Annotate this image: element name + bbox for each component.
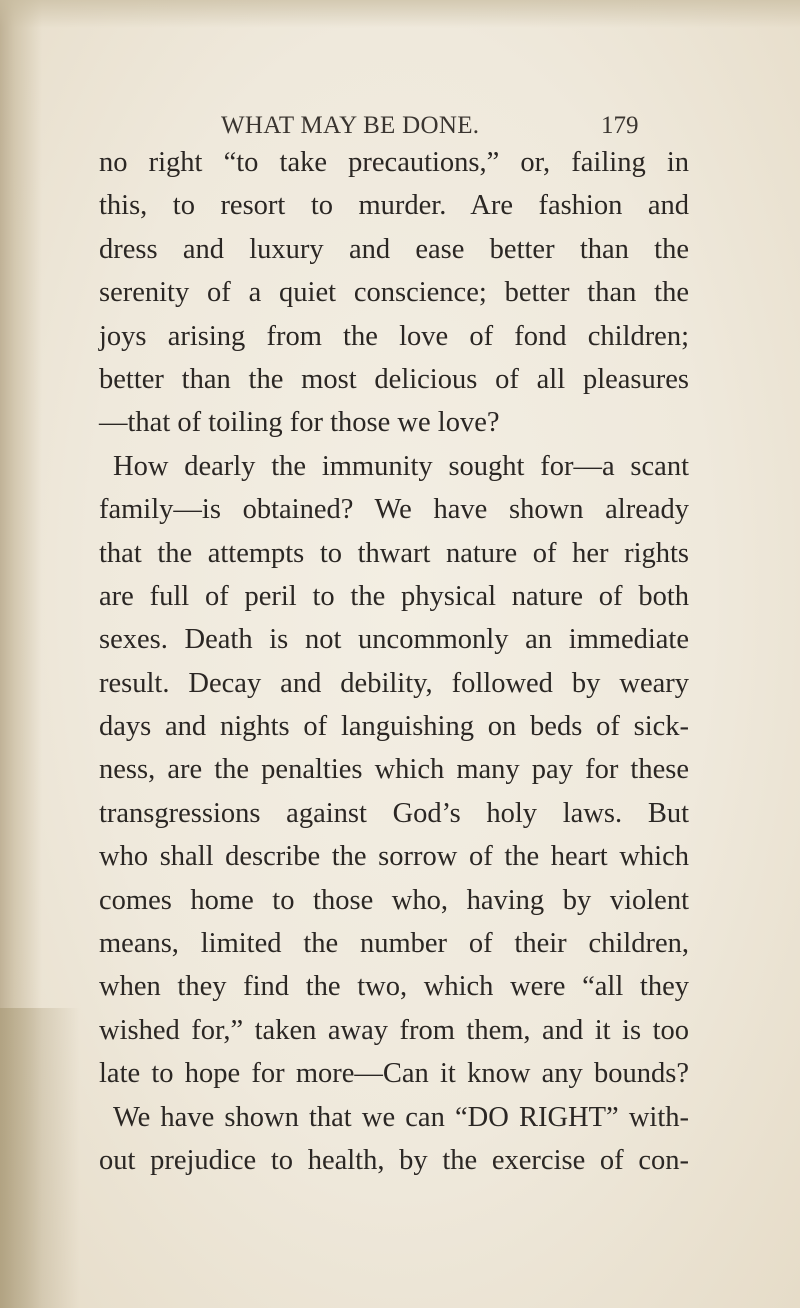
text-line: —that of toiling for those we love? bbox=[99, 407, 500, 439]
body-text bbox=[99, 141, 689, 1182]
text-line: days and nights of languishing on beds of sick- bbox=[99, 711, 689, 743]
text-line: comes home to those who, having by violent bbox=[99, 884, 689, 916]
text-line: We have shown that we can “DO RIGHT” with- bbox=[113, 1101, 689, 1133]
text-line: family—is obtained? We have shown already bbox=[99, 494, 689, 526]
text-line: How dearly the immunity sought for—a scant bbox=[113, 450, 689, 482]
text-line: ness, are the penalties which many pay for these bbox=[99, 754, 689, 786]
text-line: better than the most delicious of all pleasures bbox=[99, 363, 689, 395]
page-number: 179 bbox=[601, 112, 639, 139]
text-line: this, to resort to murder. Are fashion and bbox=[99, 190, 689, 222]
running-title: WHAT MAY BE DONE. bbox=[221, 112, 480, 139]
page-shadow-top bbox=[0, 0, 800, 28]
text-line: out prejudice to health, by the exercise of con- bbox=[99, 1144, 689, 1176]
text-line: dress and luxury and ease better than the bbox=[99, 233, 689, 265]
text-line: means, limited the number of their children, bbox=[99, 928, 689, 960]
text-line: that the attempts to thwart nature of her rights bbox=[99, 537, 689, 569]
text-line: transgressions against God’s holy laws. But bbox=[99, 797, 689, 829]
text-line: who shall describe the sorrow of the heart which bbox=[99, 841, 689, 873]
text-line: when they find the two, which were “all they bbox=[99, 971, 689, 1003]
text-line: joys arising from the love of fond children; bbox=[99, 320, 689, 352]
text-line: wished for,” taken away from them, and it is too bbox=[99, 1014, 689, 1046]
text-line: serenity of a quiet conscience; better than the bbox=[99, 277, 689, 309]
text-line: result. Decay and debility, followed by weary bbox=[99, 667, 689, 699]
text-line: late to hope for more—Can it know any bounds? bbox=[99, 1058, 689, 1090]
page-stain-bottom-left bbox=[0, 1008, 80, 1308]
text-line: are full of peril to the physical nature of both bbox=[99, 580, 689, 612]
text-line: no right “to take precautions,” or, failing in bbox=[99, 147, 689, 178]
text-line: sexes. Death is not uncommonly an immediate bbox=[99, 624, 689, 656]
